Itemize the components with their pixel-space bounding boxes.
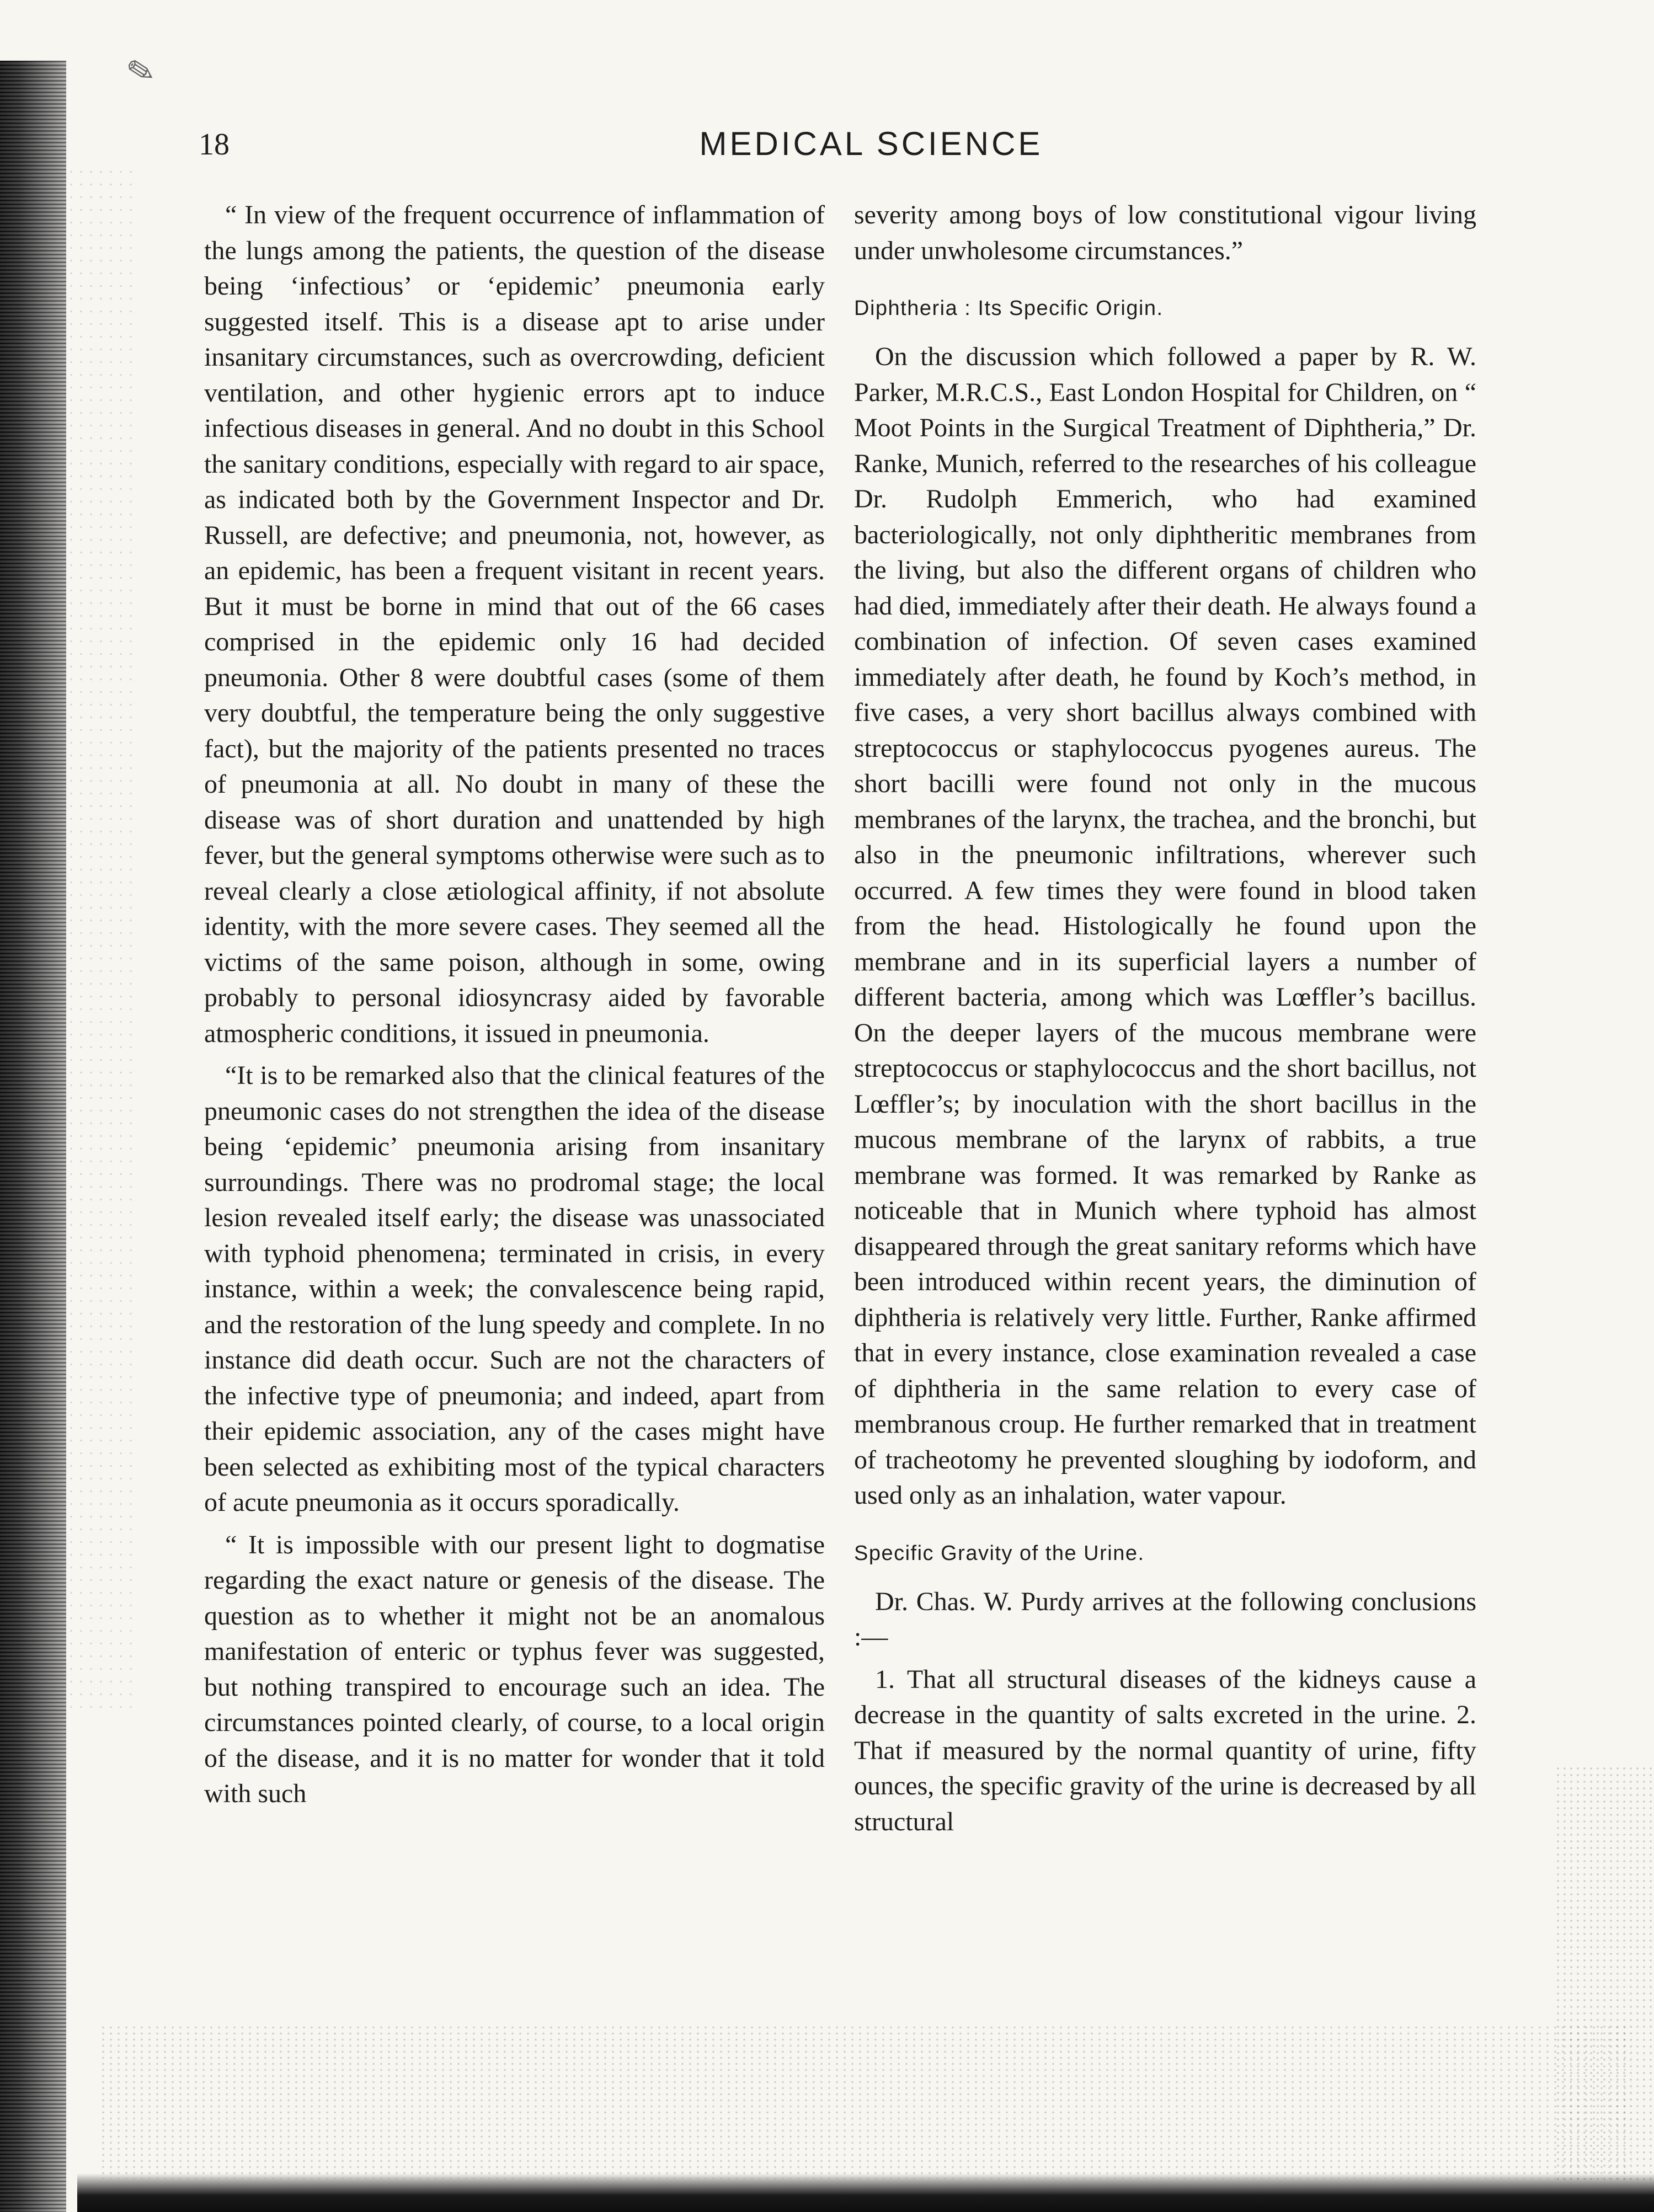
section-heading-urine: Specific Gravity of the Urine. <box>854 1541 1145 1565</box>
section-heading-diphtheria: Diphtheria : Its Specific Origin. <box>854 297 1164 320</box>
binding-edge <box>0 61 66 2212</box>
urine-intro: Dr. Chas. W. Purdy arrives at the following conclusions :— <box>854 1586 1476 1652</box>
left-column <box>204 197 825 1812</box>
running-head: MEDICAL SCIENCE <box>699 125 1043 162</box>
scan-noise-right <box>1555 1765 1654 2184</box>
right-opening-fragment: severity among boys of low constitutional vigour living under unwholesome circumstances.” <box>854 200 1476 265</box>
page-header <box>199 127 1477 177</box>
left-paragraph-2: “It is to be remarked also that the clinical features of the pneumonic cases do not strengthen the idea of the disease being ‘epidemic’ pneumonia arising from insanitary surroundings. There was no prodromal stage; the local lesion revealed itself early; the disease was unassociated with typhoid phenomena; terminated in crisis, in every instance, within a week; the convalescence being rapid, and the restoration of the lung speedy and complete. In no instance did death occur. Such are not the characters of the infective type of pneumonia; and indeed, apart from their epidemic association, any of the cases might have been selected as exhibiting most of the typical characters of acute pneumonia as it occurs sporadically. <box>204 1061 825 1517</box>
diphtheria-paragraph: On the discussion which followed a paper by R. W. Parker, M.R.C.S., East London Hospital for Children, on “ Moot Points in the Surgical Treatment of Diphtheria,” Dr. Ranke, Munich, referred to the researches of his colleague Dr. Rudolph Emmerich, who had examined bacteriologically, not only diphtheritic membranes from the living, but also the different organs of children who had died, immediately after their death. He always found a combination of infection. Of seven cases examined immediately after death, he found by Koch’s method, in five cases, a very short bacillus always combined with streptococcus or staphylococcus pyogenes aureus. The short bacilli were found not only in the mucous membranes of the larynx, the trachea, and the bronchi, but also in the pneumonic infiltrations, wherever such occurred. A few times they were found in blood taken from the head. Histologically he found upon the membrane and in its superficial layers a number of different bacteria, among which was Lœffler’s bacillus. On the deeper layers of the mucous membrane were streptococcus or staphylococcus and the short bacillus, not Lœffler’s; by inoculation with the short bacillus in the mucous membrane of the larynx of rabbits, a true membrane was formed. It was remarked by Ranke as noticeable that in Munich where typhoid has almost disappeared through the great sanitary reforms which have been introduced within recent years, the diminution of diphtheria is relatively very little. Further, Ranke affirmed that in every instance, close examination revealed a case of diphtheria in the same relation to every case of membranous croup. He further remarked that in treatment of tracheotomy he prevented sloughing by iodoform, and used only as an inhalation, water vapour. <box>854 342 1476 1510</box>
bottom-edge-shadow <box>77 2173 1654 2212</box>
scan-noise-bottom <box>99 2024 1632 2179</box>
right-column <box>854 197 1476 1840</box>
scan-corner-mark: ✎ <box>123 51 158 93</box>
scan-noise-left <box>66 165 132 1710</box>
left-paragraph-3: “ It is impossible with our present light to dogmatise regarding the exact nature or genesis of the disease. The question as to whether it might not be an anomalous manifestation of enteric or typhus fever was suggested, but nothing transpired to encourage such an idea. The circumstances pointed clearly, of course, to a local origin of the disease, and it is no matter for wonder that it told with such <box>204 1530 825 1808</box>
urine-conclusions-list-item: 1. That all structural diseases of the kidneys cause a decrease in the quantity of salts excreted in the urine. 2. That if measured by the normal quantity of urine, fifty ounces, the specific gravity of the urine is decreased by all structural <box>854 1664 1476 1836</box>
page-number: 18 <box>199 127 230 162</box>
left-paragraph-1: “ In view of the frequent occurrence of inflammation of the lungs among the patients, the question of the disease being ‘infectious’ or ‘epidemic’ pneumonia early suggested itself. This is a disease apt to arise under insanitary circumstances, such as overcrowding, deficient ventilation, and other hygienic errors apt to induce infectious diseases in general. And no doubt in this School the sanitary conditions, especially with regard to air space, as indicated both by the Government Inspector and Dr. Russell, are defective; and pneumonia, not, however, as an epidemic, has been a frequent visitant in recent years. But it must be borne in mind that out of the 66 cases comprised in the epidemic only 16 had decided pneumonia. Other 8 were doubtful cases (some of them very doubtful, the temperature being the only suggestive fact), but the majority of the patients presented no traces of pneumonia at all. No doubt in many of these the disease was of short duration and unattended by high fever, but the general symptoms otherwise were such as to reveal clearly a close ætiological affinity, if not absolute identity, with the more severe cases. They seemed all the victims of the same poison, although in some, owing probably to personal idiosyncrasy aided by favorable atmospheric conditions, it issued in pneumonia. <box>204 200 825 1048</box>
